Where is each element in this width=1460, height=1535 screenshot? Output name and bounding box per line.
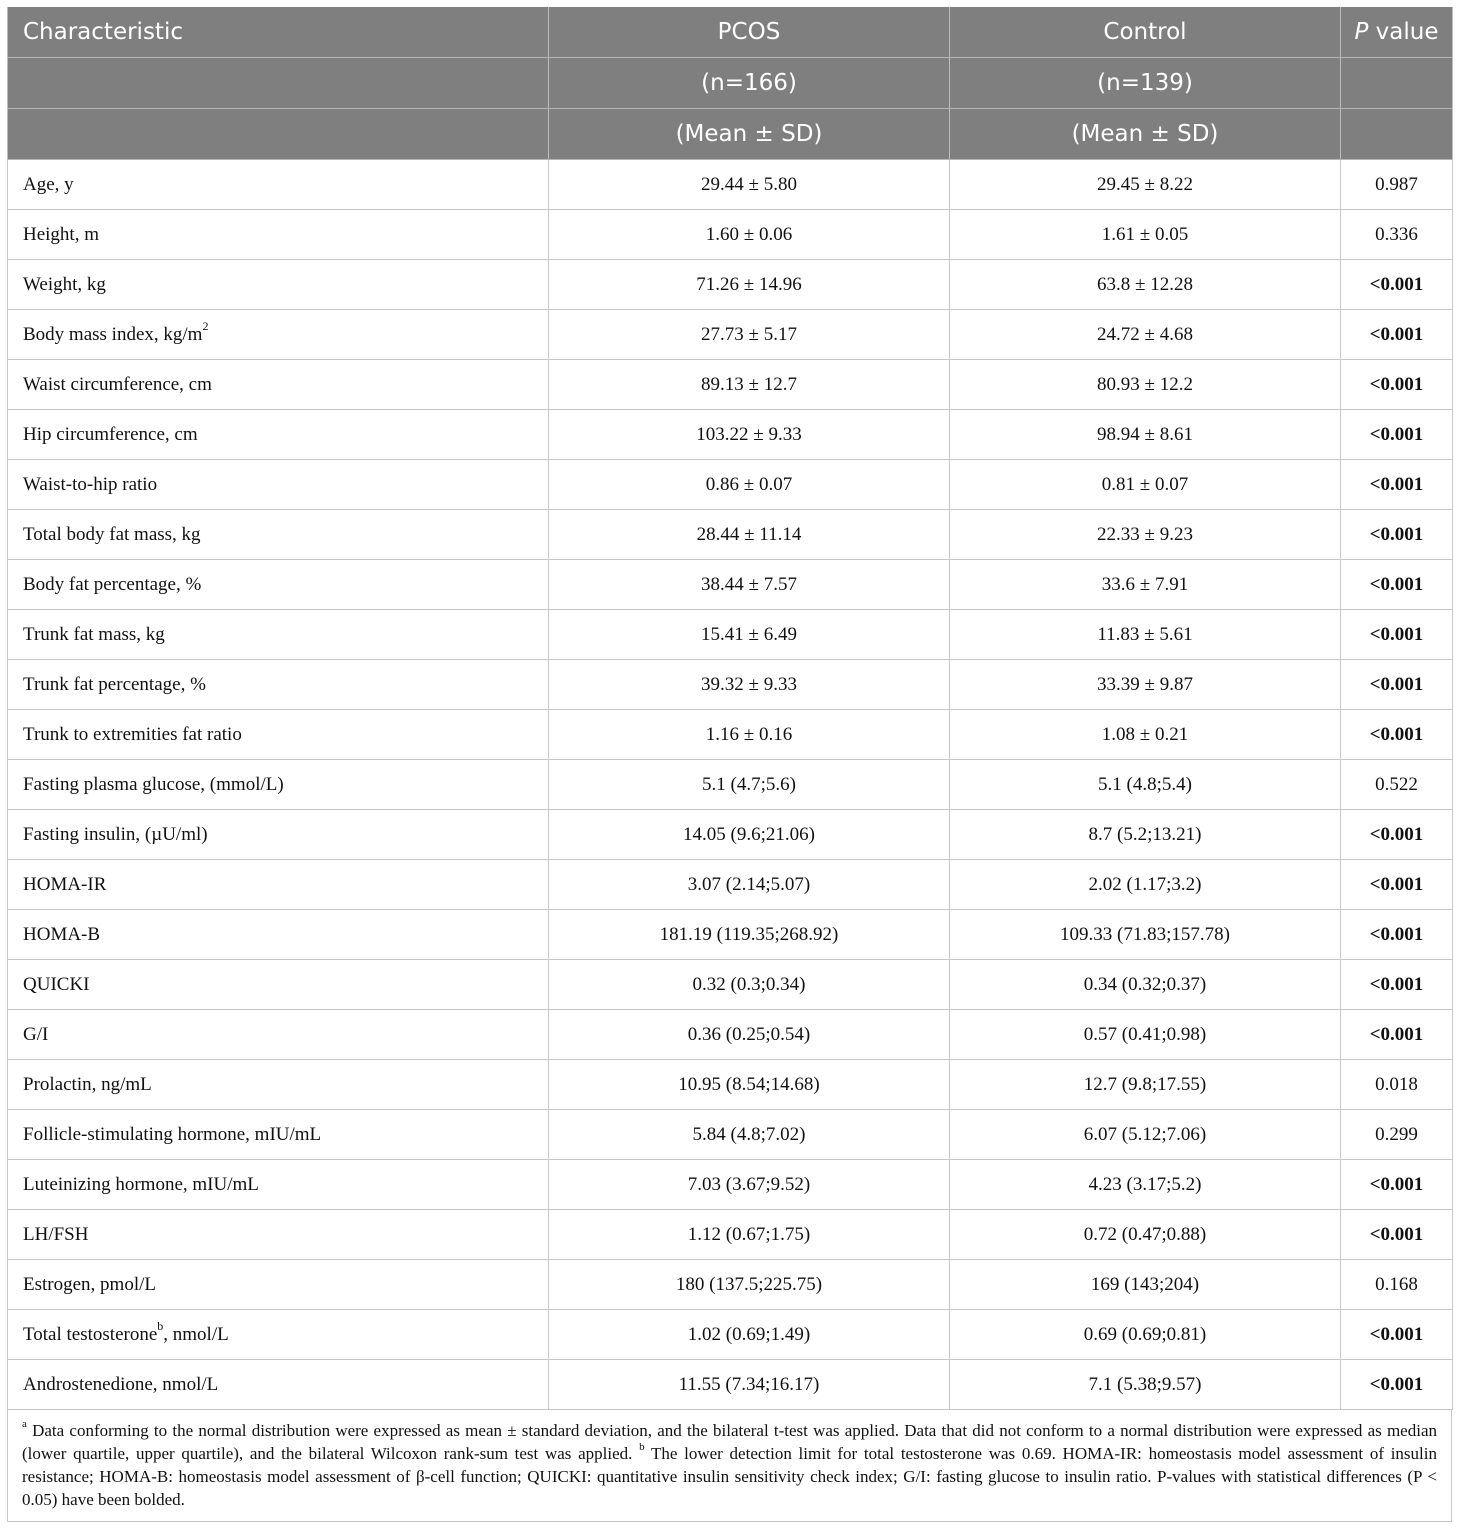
row-label — [8, 660, 549, 710]
row-pcos-value: 1.60 ± 0.06 — [549, 210, 950, 260]
row-control-value: 109.33 (71.83;157.78) — [950, 910, 1341, 960]
table-row — [8, 1260, 1453, 1310]
row-label-text: G/I — [23, 1023, 49, 1045]
row-pcos-value: 28.44 ± 11.14 — [549, 510, 950, 560]
header-control-n: (n=139) — [950, 58, 1341, 109]
row-label-sup: 2 — [202, 319, 209, 334]
row-label — [8, 960, 549, 1010]
footnote-text-1: Data conforming to the normal distribution were expressed as mean ± standard deviation, and the bilateral t-test was applied. Data that did not conform to a normal distribution were expressed as median (lower quartile, upper quartile), and the bilateral Wilcoxon rank-sum test was applied. — [22, 1421, 1437, 1463]
row-p-value: <0.001 — [1341, 660, 1453, 710]
row-label — [8, 210, 549, 260]
row-pcos-value: 27.73 ± 5.17 — [549, 310, 950, 360]
row-label — [8, 360, 549, 410]
row-label-text: Weight, kg — [23, 273, 106, 295]
table-row — [8, 1310, 1453, 1360]
row-label — [8, 1010, 549, 1060]
row-label — [8, 1360, 549, 1410]
row-p-value: <0.001 — [1341, 360, 1453, 410]
row-pcos-value: 29.44 ± 5.80 — [549, 160, 950, 210]
row-label-text: Trunk fat percentage, % — [23, 673, 206, 695]
row-pcos-value: 11.55 (7.34;16.17) — [549, 1360, 950, 1410]
row-pcos-value: 3.07 (2.14;5.07) — [549, 860, 950, 910]
header-p-value — [1341, 7, 1453, 58]
row-control-value: 0.81 ± 0.07 — [950, 460, 1341, 510]
table-container — [7, 7, 1452, 1522]
footnote-text-2: The lower detection limit for total testosterone was 0.69. HOMA-IR: homeostasis model assessment of insulin resistance; HOMA-B: homeostasis model assessment of β-cell function; QUICKI: quantitative insulin sensitivity check index; G/I: fasting glucose to insulin ratio. P-values with statistical differences (P < 0.05) have been bolded. — [22, 1444, 1437, 1509]
row-control-value: 6.07 (5.12;7.06) — [950, 1110, 1341, 1160]
row-control-value: 33.6 ± 7.91 — [950, 560, 1341, 610]
header-p-rest: value — [1368, 19, 1439, 45]
row-p-value: <0.001 — [1341, 1310, 1453, 1360]
header-pcos-stat: (Mean ± SD) — [549, 109, 950, 160]
row-label — [8, 460, 549, 510]
row-label-text: Fasting plasma glucose, (mmol/L) — [23, 773, 284, 795]
row-pcos-value: 15.41 ± 6.49 — [549, 610, 950, 660]
table-row — [8, 760, 1453, 810]
row-p-value: <0.001 — [1341, 1360, 1453, 1410]
row-control-value: 0.69 (0.69;0.81) — [950, 1310, 1341, 1360]
header-empty-cell — [1341, 58, 1453, 109]
row-pcos-value: 0.36 (0.25;0.54) — [549, 1010, 950, 1060]
row-label-text: Total body fat mass, kg — [23, 523, 201, 545]
table-row — [8, 1210, 1453, 1260]
table-row — [8, 960, 1453, 1010]
row-control-value: 8.7 (5.2;13.21) — [950, 810, 1341, 860]
row-p-value: <0.001 — [1341, 1160, 1453, 1210]
header-pcos: PCOS — [549, 7, 950, 58]
row-label-text: Age, y — [23, 173, 74, 195]
row-label — [8, 1310, 549, 1360]
footnote-marker-b: b — [639, 1441, 645, 1454]
row-pcos-value: 180 (137.5;225.75) — [549, 1260, 950, 1310]
table-row — [8, 1360, 1453, 1410]
row-pcos-value: 1.02 (0.69;1.49) — [549, 1310, 950, 1360]
header-control-stat: (Mean ± SD) — [950, 109, 1341, 160]
row-label — [8, 310, 549, 360]
row-control-value: 24.72 ± 4.68 — [950, 310, 1341, 360]
row-control-value: 169 (143;204) — [950, 1260, 1341, 1310]
table-row — [8, 660, 1453, 710]
header-characteristic: Characteristic — [8, 7, 549, 58]
row-label-text: Height, m — [23, 223, 99, 245]
row-label — [8, 410, 549, 460]
table-row — [8, 1060, 1453, 1110]
row-control-value: 1.08 ± 0.21 — [950, 710, 1341, 760]
header-empty-cell — [8, 58, 549, 109]
row-p-value: <0.001 — [1341, 1010, 1453, 1060]
table-row — [8, 360, 1453, 410]
table-row — [8, 910, 1453, 960]
row-pcos-value: 5.1 (4.7;5.6) — [549, 760, 950, 810]
row-p-value: <0.001 — [1341, 510, 1453, 560]
row-p-value: <0.001 — [1341, 710, 1453, 760]
footnote-marker-a: a — [22, 1418, 27, 1431]
row-label-text: QUICKI — [23, 973, 90, 995]
row-pcos-value: 39.32 ± 9.33 — [549, 660, 950, 710]
row-p-value: <0.001 — [1341, 1210, 1453, 1260]
row-p-value: <0.001 — [1341, 560, 1453, 610]
table-row — [8, 460, 1453, 510]
row-label-text: Luteinizing hormone, mIU/mL — [23, 1173, 259, 1195]
row-pcos-value: 14.05 (9.6;21.06) — [549, 810, 950, 860]
header-pcos-n: (n=166) — [549, 58, 950, 109]
row-p-value: 0.299 — [1341, 1110, 1453, 1160]
row-label-text: LH/FSH — [23, 1223, 89, 1245]
row-p-value: <0.001 — [1341, 610, 1453, 660]
row-p-value: <0.001 — [1341, 310, 1453, 360]
row-label — [8, 860, 549, 910]
row-control-value: 12.7 (9.8;17.55) — [950, 1060, 1341, 1110]
table-row — [8, 610, 1453, 660]
row-label-text: Hip circumference, cm — [23, 423, 198, 445]
row-label — [8, 1110, 549, 1160]
row-p-value: 0.168 — [1341, 1260, 1453, 1310]
row-label — [8, 160, 549, 210]
row-label — [8, 910, 549, 960]
row-control-value: 29.45 ± 8.22 — [950, 160, 1341, 210]
table-row — [8, 260, 1453, 310]
row-pcos-value: 10.95 (8.54;14.68) — [549, 1060, 950, 1110]
row-control-value: 0.57 (0.41;0.98) — [950, 1010, 1341, 1060]
header-row-titles — [8, 7, 1453, 58]
table-footnote — [7, 1410, 1452, 1522]
row-label-text: Follicle-stimulating hormone, mIU/mL — [23, 1123, 322, 1145]
header-row-n — [8, 58, 1453, 109]
row-p-value: <0.001 — [1341, 910, 1453, 960]
row-label — [8, 1160, 549, 1210]
row-label-text: Estrogen, pmol/L — [23, 1273, 156, 1295]
row-label — [8, 260, 549, 310]
header-empty-cell — [1341, 109, 1453, 160]
row-pcos-value: 7.03 (3.67;9.52) — [549, 1160, 950, 1210]
row-pcos-value: 1.12 (0.67;1.75) — [549, 1210, 950, 1260]
row-label — [8, 1060, 549, 1110]
table-row — [8, 510, 1453, 560]
header-control: Control — [950, 7, 1341, 58]
row-label-text: Androstenedione, nmol/L — [23, 1373, 219, 1395]
row-p-value: 0.987 — [1341, 160, 1453, 210]
row-p-value: 0.336 — [1341, 210, 1453, 260]
row-control-value: 98.94 ± 8.61 — [950, 410, 1341, 460]
table-row — [8, 310, 1453, 360]
row-pcos-value: 38.44 ± 7.57 — [549, 560, 950, 610]
table-row — [8, 810, 1453, 860]
row-pcos-value: 5.84 (4.8;7.02) — [549, 1110, 950, 1160]
row-p-value: <0.001 — [1341, 410, 1453, 460]
row-p-value: 0.018 — [1341, 1060, 1453, 1110]
row-control-value: 63.8 ± 12.28 — [950, 260, 1341, 310]
row-label — [8, 510, 549, 560]
row-p-value: <0.001 — [1341, 810, 1453, 860]
row-control-value: 11.83 ± 5.61 — [950, 610, 1341, 660]
row-pcos-value: 71.26 ± 14.96 — [549, 260, 950, 310]
row-label-suffix: , nmol/L — [163, 1323, 229, 1345]
header-row-stat — [8, 109, 1453, 160]
row-pcos-value: 89.13 ± 12.7 — [549, 360, 950, 410]
row-control-value: 0.72 (0.47;0.88) — [950, 1210, 1341, 1260]
characteristics-table — [7, 7, 1453, 1410]
table-header — [8, 7, 1453, 160]
table-row — [8, 1010, 1453, 1060]
row-control-value: 22.33 ± 9.23 — [950, 510, 1341, 560]
table-row — [8, 1160, 1453, 1210]
row-control-value: 2.02 (1.17;3.2) — [950, 860, 1341, 910]
table-row — [8, 710, 1453, 760]
row-control-value: 80.93 ± 12.2 — [950, 360, 1341, 410]
row-pcos-value: 103.22 ± 9.33 — [549, 410, 950, 460]
row-label-text: Prolactin, ng/mL — [23, 1073, 152, 1095]
row-label-text: HOMA-B — [23, 923, 101, 945]
row-label — [8, 760, 549, 810]
row-control-value: 4.23 (3.17;5.2) — [950, 1160, 1341, 1210]
row-pcos-value: 0.86 ± 0.07 — [549, 460, 950, 510]
row-p-value: <0.001 — [1341, 860, 1453, 910]
table-row — [8, 560, 1453, 610]
table-row — [8, 1110, 1453, 1160]
row-control-value: 7.1 (5.38;9.57) — [950, 1360, 1341, 1410]
row-label — [8, 810, 549, 860]
row-label — [8, 1210, 549, 1260]
table-row — [8, 410, 1453, 460]
row-label-text: HOMA-IR — [23, 873, 107, 895]
row-label — [8, 710, 549, 760]
header-p-italic: P — [1354, 19, 1369, 45]
row-label — [8, 1260, 549, 1310]
row-label-text: Waist-to-hip ratio — [23, 473, 158, 495]
row-p-value: <0.001 — [1341, 960, 1453, 1010]
row-label-text: Body fat percentage, % — [23, 573, 202, 595]
row-label-text: Body mass index, kg/m — [23, 323, 203, 345]
row-label-text: Trunk fat mass, kg — [23, 623, 165, 645]
row-label-text: Total testosterone — [23, 1323, 158, 1345]
table-row — [8, 160, 1453, 210]
table-body — [8, 160, 1453, 1410]
row-label-text: Fasting insulin, (µU/ml) — [23, 823, 208, 845]
table-row — [8, 860, 1453, 910]
row-label-text: Trunk to extremities fat ratio — [23, 723, 242, 745]
row-p-value: <0.001 — [1341, 460, 1453, 510]
table-row — [8, 210, 1453, 260]
row-label-sup: b — [157, 1319, 164, 1334]
header-empty-cell — [8, 109, 549, 160]
row-label — [8, 560, 549, 610]
row-control-value: 5.1 (4.8;5.4) — [950, 760, 1341, 810]
row-control-value: 1.61 ± 0.05 — [950, 210, 1341, 260]
row-pcos-value: 1.16 ± 0.16 — [549, 710, 950, 760]
row-pcos-value: 0.32 (0.3;0.34) — [549, 960, 950, 1010]
row-label — [8, 610, 549, 660]
row-control-value: 33.39 ± 9.87 — [950, 660, 1341, 710]
row-p-value: <0.001 — [1341, 260, 1453, 310]
row-label-text: Waist circumference, cm — [23, 373, 212, 395]
row-pcos-value: 181.19 (119.35;268.92) — [549, 910, 950, 960]
row-control-value: 0.34 (0.32;0.37) — [950, 960, 1341, 1010]
row-p-value: 0.522 — [1341, 760, 1453, 810]
